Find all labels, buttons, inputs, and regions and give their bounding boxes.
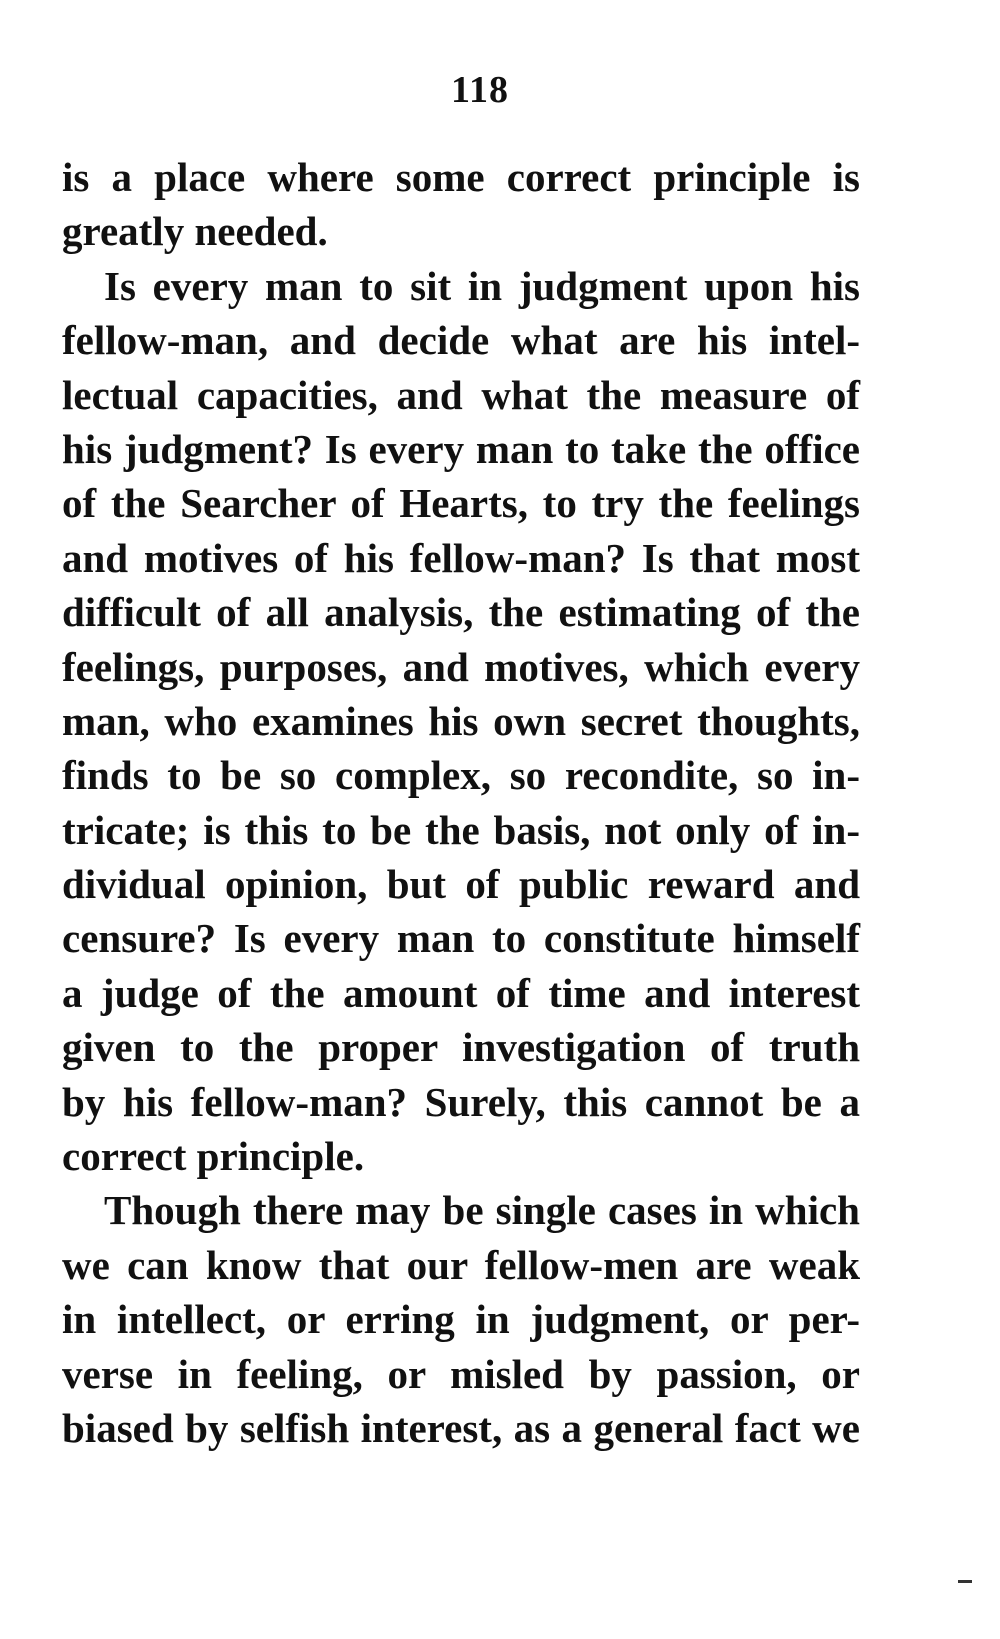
text-line: Though there may be single cases in which <box>104 1187 860 1234</box>
text-line: dividual opinion, but of public reward and <box>62 861 860 908</box>
text-line: tricate; is this to be the basis, not only of in- <box>62 806 860 853</box>
text-line: his judgment? Is every man to take the office <box>62 425 860 472</box>
text-line: Is every man to sit in judgment upon his <box>104 262 860 309</box>
text-line: in intellect, or erring in judgment, or per- <box>62 1296 860 1343</box>
text-line: we can know that our fellow-men are weak <box>62 1241 860 1288</box>
body-text <box>62 150 860 1455</box>
text-line: correct principle. <box>62 1133 365 1180</box>
text-line: feelings, purposes, and motives, which every <box>62 643 860 690</box>
text-line: man, who examines his own secret thoughts, <box>62 697 860 744</box>
text-line: biased by selfish interest, as a general fact we <box>62 1404 860 1451</box>
text-line: fellow-man, and decide what are his intel- <box>62 317 860 364</box>
text-line: verse in feeling, or misled by passion, or <box>62 1350 860 1397</box>
text-line: greatly needed. <box>62 208 328 255</box>
printer-mark <box>958 1580 972 1583</box>
text-line: lectual capacities, and what the measure of <box>62 371 860 418</box>
page-number: 118 <box>451 69 509 111</box>
text-line: a judge of the amount of time and interest <box>62 969 860 1016</box>
text-line: difficult of all analysis, the estimating of the <box>62 589 860 636</box>
text-line: given to the proper investigation of truth <box>62 1024 860 1071</box>
text-line: finds to be so complex, so recondite, so in- <box>62 752 860 799</box>
text-line: of the Searcher of Hearts, to try the feelings <box>62 480 860 527</box>
text-line: by his fellow-man? Surely, this cannot be a <box>62 1078 860 1125</box>
text-line: and motives of his fellow-man? Is that most <box>62 534 860 581</box>
text-line: is a place where some correct principle is <box>62 154 860 200</box>
text-line: censure? Is every man to constitute himself <box>62 915 860 962</box>
